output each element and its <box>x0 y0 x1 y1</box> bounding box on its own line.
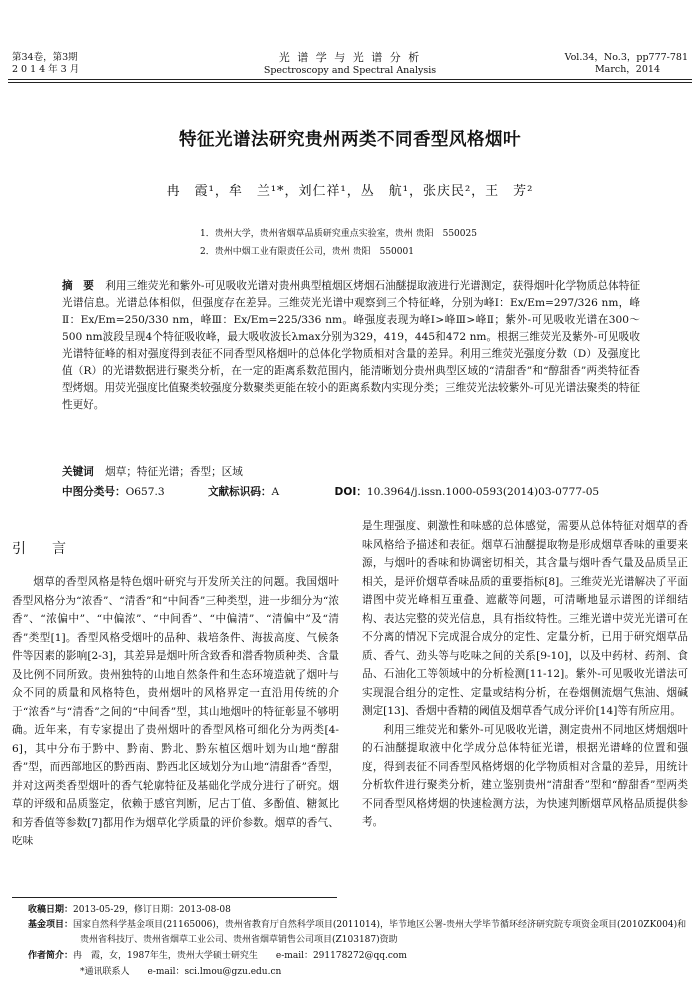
received-text: 2013-05-29，修订日期：2013-08-08 <box>73 905 231 915</box>
fund-text: 国家自然科学基金项目(21165006)，贵州省教育厅自然科学项目(2011014)，毕节地区公署-贵州大学毕节循环经济研究院专项资金项目(2010ZK004)和贵州省科技厅、贵州省烟草工业公司、贵州省烟草销售公司项目(Z103187)资助 <box>73 920 687 945</box>
classification-line <box>62 484 662 499</box>
received-date <box>28 903 688 918</box>
clc-code: O657.3 <box>125 486 165 498</box>
keywords <box>62 464 243 479</box>
right-column <box>362 517 688 832</box>
abstract <box>62 278 640 414</box>
clc-label: 中图分类号： <box>62 486 126 498</box>
doc-code: A <box>271 486 280 498</box>
corresponding-author: *通讯联系人 e-mail：sci.lmou@gzu.edu.cn <box>80 967 282 977</box>
fund-note <box>28 918 688 948</box>
doi-label: DOI： <box>334 486 367 498</box>
fund-label: 基金项目： <box>28 920 74 930</box>
header-rule-2 <box>8 82 692 83</box>
keywords-text: 烟草；特征光谱；香型；区域 <box>105 466 243 478</box>
section-heading-intro: 引 言 <box>12 541 72 557</box>
paragraph: 利用三维荧光和紫外-可见吸收光谱，测定贵州不同地区烤烟烟叶的石油醚提取液中化学成分总体特征光谱，根据光谱峰的位置和强度，得到表征不同香型风格烤烟的化学物质相对含量的差异，用统计分析软件进行聚类分析，建立鉴别贵州“清甜香”型和“醇甜香”型两类不同香型风格烤烟的快速检测方法，为快速判断烟草风格品质提供参考。 <box>362 723 688 828</box>
footnote-rule <box>12 897 337 898</box>
issue-date-en: March，2014 <box>594 64 660 75</box>
paragraph: 是生理强度、刺激性和味感的总体感觉，需要从总体特征对烟草的香味风格给予描述和表征。烟草石油醚提取物是形成烟草香味的重要来源，与烟叶的香味和协调密切相关，其含量与烟叶香气量及品质呈正相关，是评价烟草香味品质的重要指标[8]。三维荧光光谱解决了平面谱图中荧光峰相互重叠、遮蔽等问题，可清晰地显示谱图的详细结构、表达完整的荧光信息，具有指纹特性。三维光谱中荧光光谱可在不分离的情况下完成混合成分的定性、定量分析，已用于研究烟草品质、香气、劲头等与吃味之间的关系[9-10]，以及中药材、药剂、食品、石油化工等领域中的分析检测[11-12]。紫外-可见吸收光谱法可实现混合组分的定性、定量或结构分析，在卷烟侧流烟气焦油、烟碱测定[13]、香烟中香精的阈值及烟草香气成分评价[14]等有所应用。 <box>362 520 688 717</box>
journal-title-en: Spectroscopy and Spectral Analysis <box>263 65 437 76</box>
paper-title: 特征光谱法研究贵州两类不同香型风格烟叶 <box>179 130 521 150</box>
doi: 10.3964/j.issn.1000-0593(2014)03-0777-05 <box>366 486 600 498</box>
author-bio-label: 作者简介： <box>28 951 74 961</box>
abstract-label: 摘 要 <box>62 280 94 292</box>
author-bio-text: 冉 霞，女，1987年生，贵州大学硕士研究生 e-mail：291178272@qq.com <box>73 951 407 961</box>
received-label: 收稿日期： <box>28 905 74 915</box>
affiliation-2: 2．贵州中烟工业有限责任公司，贵州 贵阳 550001 <box>200 247 414 257</box>
doc-code-label: 文献标识码： <box>207 486 272 498</box>
author-list: 冉 霞¹，牟 兰¹*，刘仁祥¹，丛 航¹，张庆民²，王 芳² <box>166 184 534 199</box>
journal-title-cn: 光 谱 学 与 光 谱 分 析 <box>278 51 422 64</box>
abstract-text: 利用三维荧光和紫外-可见吸收光谱对贵州典型植烟区烤烟石油醚提取液进行光谱测定，获得烟叶化学物质总体特征光谱信息。光谱总体相似，但强度存在差异。三维荧光光谱中观察到三个特征峰，分别为峰Ⅰ：Ex/Em=297/326 nm，峰Ⅱ：Ex/Em=250/330 nm，峰Ⅲ：Ex/Em=225/336 nm。峰强度表现为峰Ⅰ>峰Ⅲ>峰Ⅱ；紫外-可见吸收光谱在300～500 nm波段呈现4个特征吸收峰，最大吸收波长λmax分别为329，419，445和472 nm。根据三维荧光及紫外-可见吸收光谱特征峰的相对强度得到表征不同香型风格烟叶的总体化学物质相对含量的差异。利用三维荧光强度分数（D）及强度比值（R）的光谱数据进行聚类分析，在一定的距离系数范围内，能清晰划分贵州典型区域的“清甜香”和“醇甜香”两类特征香型烤烟。用荧光强度比值聚类较强度分数聚类更能在较小的距离系数内实现分类；三维荧光法较紫外-可见光谱法聚类的特征性更好。 <box>62 280 641 411</box>
journal-issue: 第34卷，第3期 <box>12 52 78 63</box>
affiliation-1: 1．贵州大学，贵州省烟草品质研究重点实验室，贵州 贵阳 550025 <box>200 229 477 239</box>
header-rule <box>8 79 692 80</box>
author-bio <box>28 949 688 964</box>
keywords-label: 关键词 <box>62 466 94 478</box>
volume-info: Vol.34，No.3，pp777-781 <box>564 52 688 63</box>
left-column <box>12 573 339 851</box>
journal-date: 2014年3月 <box>12 64 83 75</box>
paragraph: 烟草的香型风格是特色烟叶研究与开发所关注的问题。我国烟叶香型风格分为“浓香”、“清香”和“中间香”三种类型，进一步细分为“浓香”、“浓偏中”、“中偏浓”、“中间香”、“中偏清”、“清偏中”及“清香”类型[1]。香型风格受烟叶的品种、栽培条件、海拔高度、气候条件等因素的影响[2-3]，其差异是烟叶所含致香和潜香物质种类、含量及比例不同所致。贵州独特的山地自然条件和生态环境造就了烟叶与众不同的质量和风格特色，贵州烟叶的风格界定一直沿用传统的介于“浓香”与“清香”之间的“中间香”型，其山地烟叶的特征彰显不够明确。近年来，有专家提出了贵州烟叶的香型风格可细化分为两类[4-6]，其中分布于黔中、黔南、黔北、黔东植区烟叶划为山地“醇甜香”型，而西部地区的黔西南、黔西北区域划分为山地“清甜香”香型，并对这两类香型烟叶的香气轮廓特征及基础化学成分进行了研究。烟草的评级和品质鉴定，依赖于感官判断，尼古丁值、多酚值、糖氮比和芳香值等参数[7]都用作为烟草化学质量的评价参数。烟草的香气、吃味 <box>12 576 339 847</box>
